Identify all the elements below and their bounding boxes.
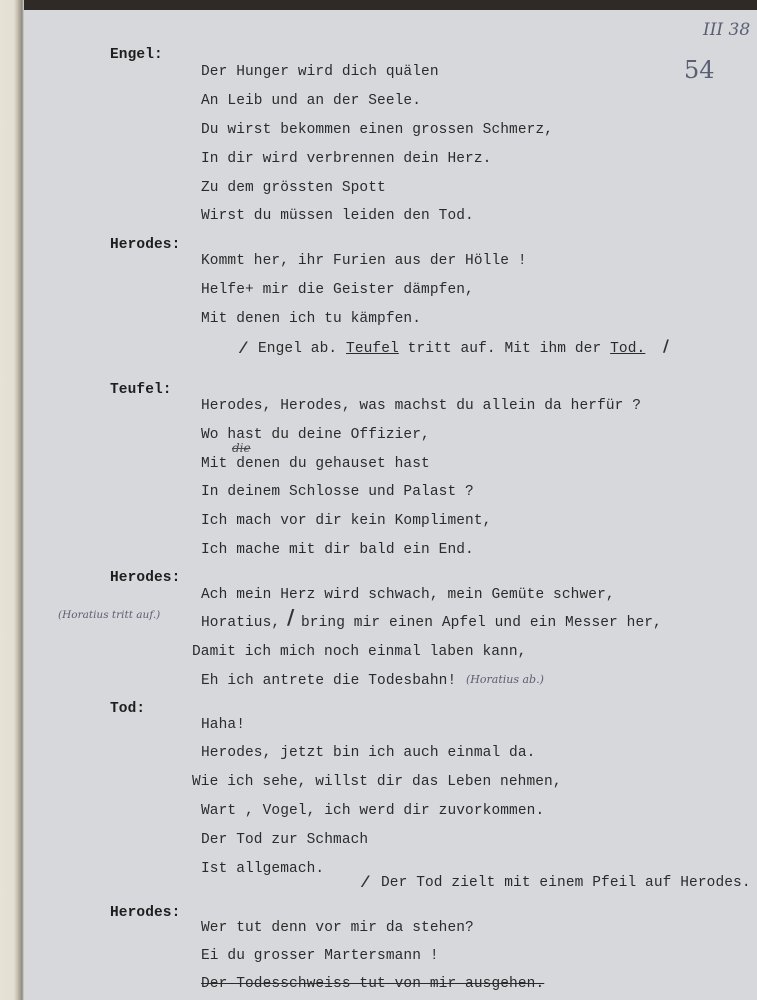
line: Wart , Vogel, ich werd dir zuvorkommen.	[201, 803, 545, 819]
line: Damit ich mich noch einmal laben kann,	[192, 644, 527, 660]
line: In dir wird verbrennen dein Herz.	[201, 151, 492, 167]
line: Herodes, Herodes, was machst du allein da herfür ?	[201, 398, 642, 414]
stage-mark-start: ⁄	[364, 872, 367, 891]
stage-direction	[258, 341, 645, 357]
speaker-teufel: Teufel:	[110, 382, 172, 398]
line: Kommt her, ihr Furien aus der Hölle !	[201, 253, 527, 269]
stage-part: Engel ab.	[258, 341, 338, 357]
speaker-tod: Tod:	[110, 701, 146, 717]
line: An Leib und an der Seele.	[201, 93, 422, 109]
speaker-herodes: Herodes:	[110, 905, 181, 921]
line: Du wirst bekommen einen grossen Schmerz,	[201, 122, 554, 138]
line: Mit denen ich tu kämpfen.	[201, 311, 422, 327]
stage-part-underlined: Tod.	[610, 341, 646, 357]
speaker-herodes: Herodes:	[110, 237, 181, 253]
line: Eh ich antrete die Todesbahn!	[201, 673, 457, 689]
line: Zu dem grössten Spott	[201, 180, 386, 196]
line: Ei du grosser Martersmann !	[201, 948, 439, 964]
stage-part-underlined: Teufel	[346, 341, 399, 357]
line: Der Hunger wird dich quälen	[201, 64, 439, 80]
line: Ich mache mit dir bald ein End.	[201, 542, 474, 558]
line: Mit denen du gehauset hast	[201, 456, 430, 472]
speaker-engel: Engel:	[110, 47, 163, 63]
stage-part: tritt auf. Mit ihm der	[407, 341, 602, 357]
stage-mark-end: /	[663, 336, 669, 355]
binding-edge	[0, 0, 24, 1000]
line: Ist allgemach.	[201, 861, 325, 877]
scan-top-edge	[0, 0, 757, 10]
line: Der Tod zur Schmach	[201, 832, 369, 848]
line: Wo hast du deine Offizier,	[201, 427, 430, 443]
archive-number: III 38	[703, 20, 751, 40]
stage-direction: Der Tod zielt mit einem Pfeil auf Herodes.	[381, 875, 751, 891]
line: Wirst du müssen leiden den Tod.	[201, 208, 474, 224]
speaker-herodes: Herodes:	[110, 570, 181, 586]
line: In deinem Schlosse und Palast ?	[201, 484, 474, 500]
line: Herodes, jetzt bin ich auch einmal da.	[201, 745, 536, 761]
line: Helfe+ mir die Geister dämpfen,	[201, 282, 474, 298]
insertion: die	[232, 441, 251, 455]
folio-number: 54	[684, 56, 715, 84]
inline-note: (Horatius ab.)	[466, 673, 544, 686]
line: Horatius,	[201, 615, 281, 631]
line: Ach mein Herz wird schwach, mein Gemüte schwer,	[201, 587, 615, 603]
insert-mark: /	[287, 605, 295, 629]
line: Haha!	[201, 717, 246, 733]
margin-note: (Horatius tritt auf.)	[58, 609, 161, 621]
line: Wie ich sehe, willst dir das Leben nehmen,	[192, 774, 562, 790]
line: Wer tut denn vor mir da stehen?	[201, 920, 474, 936]
stage-mark-start: ⁄	[242, 338, 245, 357]
line: Ich mach vor dir kein Kompliment,	[201, 513, 492, 529]
line-struck: Der Todesschweiss tut von mir ausgehen.	[201, 976, 545, 992]
line: bring mir einen Apfel und ein Messer her,	[301, 615, 662, 631]
